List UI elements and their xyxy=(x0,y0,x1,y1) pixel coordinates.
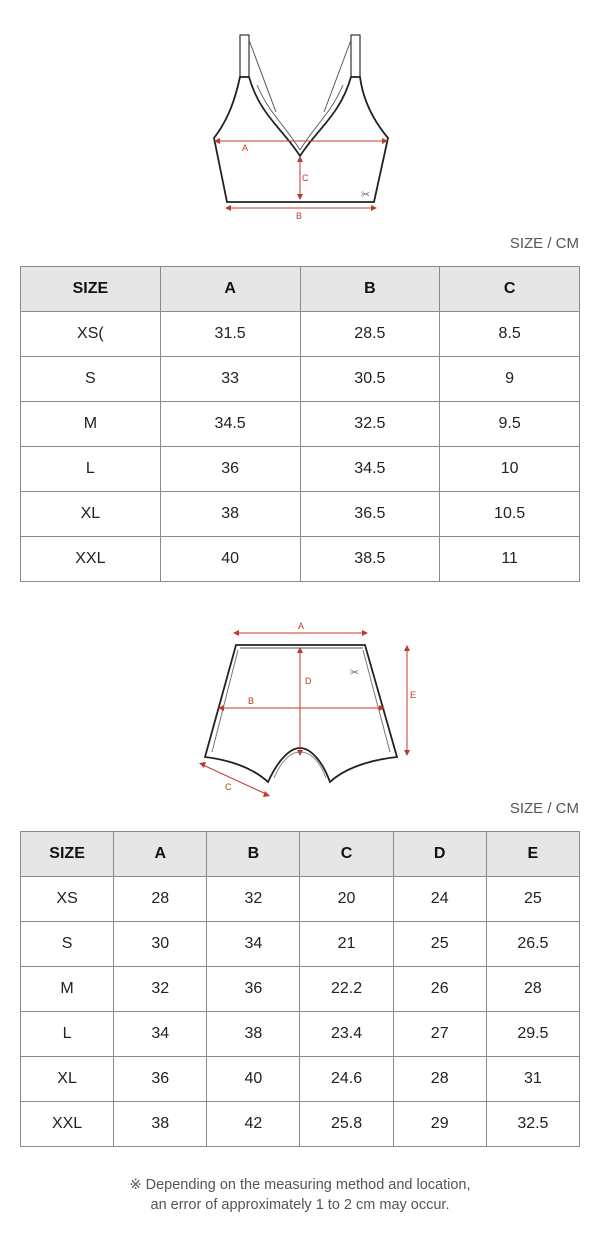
table-cell: 25 xyxy=(486,877,579,922)
table-header-row xyxy=(21,832,580,877)
shorts-label-e: E xyxy=(410,690,417,700)
table-cell: 38 xyxy=(114,1102,207,1147)
table-cell: 28 xyxy=(486,967,579,1012)
table-cell: 10 xyxy=(440,447,580,492)
table-cell: 32.5 xyxy=(486,1102,579,1147)
table-cell: 36.5 xyxy=(300,492,440,537)
table-cell: 20 xyxy=(300,877,393,922)
table-cell: 25.8 xyxy=(300,1102,393,1147)
svg-text:✂: ✂ xyxy=(350,666,360,679)
bottom-size-table xyxy=(20,831,580,1147)
table-cell: 22.2 xyxy=(300,967,393,1012)
table-header: A xyxy=(160,267,300,312)
table-row xyxy=(21,1102,580,1147)
shorts-label-a: A xyxy=(298,621,305,631)
table-cell: XS( xyxy=(21,312,161,357)
table-cell: 9 xyxy=(440,357,580,402)
table-cell: 23.4 xyxy=(300,1012,393,1057)
svg-text:✂: ✂ xyxy=(361,188,371,201)
table-header: A xyxy=(114,832,207,877)
unit-label: SIZE / CM xyxy=(509,235,579,252)
table-header: C xyxy=(300,832,393,877)
table-cell: XL xyxy=(21,1057,114,1102)
table-cell: 27 xyxy=(393,1012,486,1057)
table-cell: 28 xyxy=(393,1057,486,1102)
table-cell: 31.5 xyxy=(160,312,300,357)
table-header: B xyxy=(300,267,440,312)
table-cell: 38.5 xyxy=(300,537,440,582)
table-cell: 34.5 xyxy=(160,402,300,447)
table-row xyxy=(21,1012,580,1057)
bra-label-b: B xyxy=(296,211,303,221)
bra-label-c: C xyxy=(302,173,309,183)
table-cell: M xyxy=(21,402,161,447)
shorts-label-d: D xyxy=(305,676,312,686)
shorts-measurement-diagram xyxy=(0,612,600,802)
table-row xyxy=(21,922,580,967)
table-header-row xyxy=(21,267,580,312)
top-size-table xyxy=(20,266,580,582)
table-cell: 24.6 xyxy=(300,1057,393,1102)
table-cell: 40 xyxy=(160,537,300,582)
table-row xyxy=(21,537,580,582)
table-cell: 25 xyxy=(393,922,486,967)
table-cell: 26.5 xyxy=(486,922,579,967)
table-row xyxy=(21,312,580,357)
table-cell: S xyxy=(21,357,161,402)
table-cell: 10.5 xyxy=(440,492,580,537)
table-cell: 8.5 xyxy=(440,312,580,357)
table-header: SIZE xyxy=(21,267,161,312)
table-header: E xyxy=(486,832,579,877)
note-line-1: ※ Depending on the measuring method and location, xyxy=(129,1177,471,1193)
table-cell: 29 xyxy=(393,1102,486,1147)
table-row xyxy=(21,492,580,537)
table-row xyxy=(21,402,580,447)
table-cell: XL xyxy=(21,492,161,537)
table-cell: 40 xyxy=(207,1057,300,1102)
table-cell: 24 xyxy=(393,877,486,922)
table-cell: 28.5 xyxy=(300,312,440,357)
table-cell: 32.5 xyxy=(300,402,440,447)
table-cell: 11 xyxy=(440,537,580,582)
table-cell: 34 xyxy=(207,922,300,967)
table-header: B xyxy=(207,832,300,877)
table-cell: 29.5 xyxy=(486,1012,579,1057)
table-header: D xyxy=(393,832,486,877)
table-cell: 26 xyxy=(393,967,486,1012)
table-cell: 32 xyxy=(114,967,207,1012)
shorts-label-b: B xyxy=(248,696,255,706)
table-cell: 9.5 xyxy=(440,402,580,447)
table-cell: S xyxy=(21,922,114,967)
table-row xyxy=(21,447,580,492)
table-cell: 34 xyxy=(114,1012,207,1057)
table-cell: L xyxy=(21,447,161,492)
table-row xyxy=(21,967,580,1012)
table-cell: 31 xyxy=(486,1057,579,1102)
table-cell: 36 xyxy=(114,1057,207,1102)
table-cell: 36 xyxy=(207,967,300,1012)
table-cell: 28 xyxy=(114,877,207,922)
table-cell: 38 xyxy=(207,1012,300,1057)
table-cell: M xyxy=(21,967,114,1012)
table-cell: XXL xyxy=(21,1102,114,1147)
bra-label-a: A xyxy=(242,143,249,153)
table-cell: XXL xyxy=(21,537,161,582)
table-cell: 30 xyxy=(114,922,207,967)
table-cell: 30.5 xyxy=(300,357,440,402)
table-header: C xyxy=(440,267,580,312)
bra-measurement-diagram xyxy=(0,20,600,225)
measurement-note xyxy=(0,1175,600,1215)
table-cell: 38 xyxy=(160,492,300,537)
table-cell: XS xyxy=(21,877,114,922)
table-cell: 42 xyxy=(207,1102,300,1147)
shorts-label-c: C xyxy=(225,782,232,792)
table-cell: 21 xyxy=(300,922,393,967)
table-cell: 33 xyxy=(160,357,300,402)
table-cell: 36 xyxy=(160,447,300,492)
table-cell: L xyxy=(21,1012,114,1057)
table-row xyxy=(21,357,580,402)
table-row xyxy=(21,1057,580,1102)
note-line-2: an error of approximately 1 to 2 cm may occur. xyxy=(150,1197,450,1213)
table-cell: 32 xyxy=(207,877,300,922)
table-header: SIZE xyxy=(21,832,114,877)
unit-label: SIZE / CM xyxy=(509,800,579,817)
table-cell: 34.5 xyxy=(300,447,440,492)
table-row xyxy=(21,877,580,922)
